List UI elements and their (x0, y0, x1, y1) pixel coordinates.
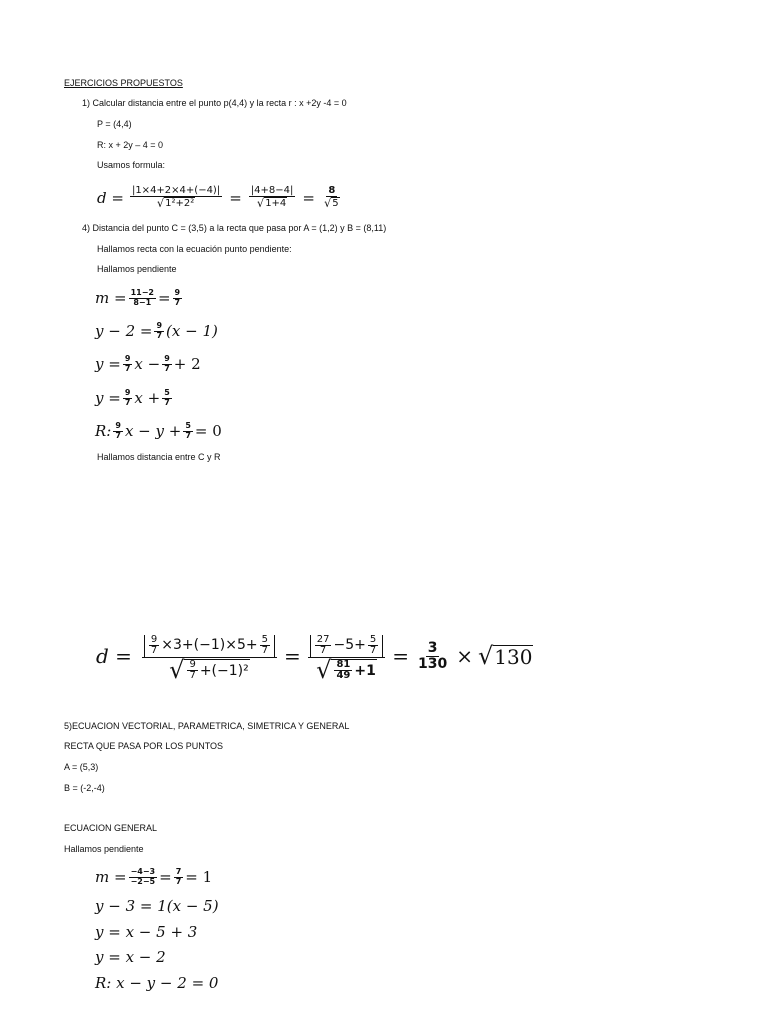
fraction-1: |1×4+2×4+(−4)| √ 1²+2² (131, 184, 221, 210)
exercise-5-line1: RECTA QUE PASA POR LOS PUNTOS (64, 741, 224, 751)
section-heading: EJERCICIOS PROPUESTOS (64, 78, 183, 88)
exercise-5-title: 5)ECUACION VECTORIAL, PARAMETRICA, SIMETRICA Y GENERAL (64, 721, 350, 731)
exercise-5-eq-4: R: x − y − 2 = 0 (95, 974, 219, 992)
exercise-1-usamos: Usamos formula: (97, 160, 166, 170)
exercise-4-eq-d: R: $\frac{9}{7}$ x − y + $\frac{5}{7}$ = 0 (95, 421, 222, 440)
exercise-4-title: 4) Distancia del punto C = (3,5) a la recta que pasa por A = (1,2) y B = (8,11) (82, 223, 387, 233)
exercise-1-distance-formula: d = |1×4+2×4+(−4)| √ 1²+2² = |4+8−4| √ 1+4 = 8 √ 5 (97, 178, 344, 218)
big-fraction-3: $\frac{3}{130}$ (418, 639, 448, 672)
exercise-4-line3: Hallamos distancia entre C y R (97, 452, 221, 462)
fraction-1-den: 1²+2² (165, 198, 195, 210)
exercise-1-point: P = (4,4) (97, 119, 132, 129)
exercise-4-line1: Hallamos recta con la ecuación punto pendiente: (97, 244, 292, 254)
fraction-2-num: |4+8−4| (250, 184, 294, 196)
exercise-1-line: R: x + 2y – 4 = 0 (97, 140, 164, 150)
fraction-3-num: 8 (328, 184, 336, 196)
exercise-5-pendiente: Hallamos pendiente (64, 844, 144, 854)
big-fraction-1: $\frac{9}{7}$ ×3+(−1)×5+ $\frac{5}{7}$ √ $\frac{9}{7}$ +(−1)² (142, 631, 277, 682)
exercise-5-slope: m = $\frac{-4-3}{-2-5}$ = $\frac{7}{7}$ = 1 (95, 867, 213, 886)
exercise-4-eq-b: y = $\frac{9}{7}$ x − $\frac{9}{7}$ + 2 (95, 354, 201, 373)
exercise-4-slope: m = $\frac{11-2}{8-1}$ = $\frac{9}{7}$ (95, 288, 181, 307)
exercise-5-general: ECUACION GENERAL (64, 823, 158, 833)
fraction-3-den: 5 (332, 198, 339, 210)
fraction-2: |4+8−4| √ 1+4 (250, 184, 294, 210)
exercise-1-title: 1) Calcular distancia entre el punto p(4,4) y la recta r : x +2y -4 = 0 (82, 98, 347, 108)
exercise-4-eq-c: y = $\frac{9}{7}$ x + $\frac{5}{7}$ (95, 388, 170, 407)
exercise-5-point-b: B = (-2,-4) (64, 783, 105, 793)
exercise-4-distance-formula: d = $\frac{9}{7}$ ×3+(−1)×5+ $\frac{5}{7}$ √ $\frac{9}{7}$ +(−1)² = $\frac{27}{7}$ −5+ $\frac{5}{7}$ √ $\frac{81}{49}$ +1 = $\frac{3}{130}$ × √ 130 (96, 620, 533, 692)
big-fraction-2: $\frac{27}{7}$ −5+ $\frac{5}{7}$ √ $\frac{81}{49}$ +1 (308, 631, 385, 682)
fraction-1-num: |1×4+2×4+(−4)| (131, 184, 221, 196)
exercise-5-point-a: A = (5,3) (64, 762, 99, 772)
formula-lhs: d = (97, 189, 124, 207)
fraction-2-den: 1+4 (265, 198, 287, 210)
exercise-4-line2: Hallamos pendiente (97, 264, 177, 274)
exercise-5-eq-3: y = x − 2 (95, 948, 166, 966)
exercise-4-eq-a: y − 2 = $\frac{9}{7}$ (x − 1) (95, 321, 218, 340)
exercise-5-eq-1: y − 3 = 1(x − 5) (95, 897, 219, 915)
exercise-5-eq-2: y = x − 5 + 3 (95, 923, 198, 941)
fraction-3: 8 √ 5 (323, 184, 339, 210)
